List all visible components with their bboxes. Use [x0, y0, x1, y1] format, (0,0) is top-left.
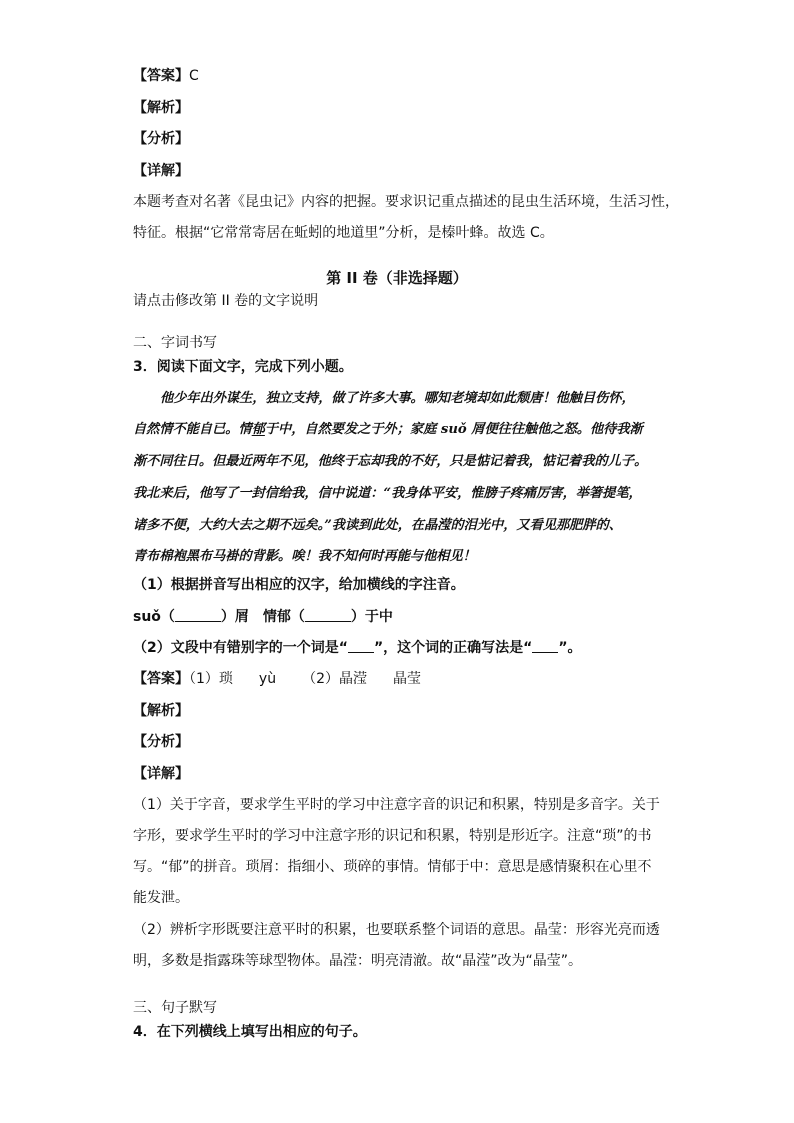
answer-blank[interactable] — [532, 638, 558, 653]
sub-question-1-blanks — [133, 607, 393, 627]
detail-line-1: （1）关于字音，要求学生平时的学习中注意字音的识记和积累，特别是多音字。关于 — [133, 797, 660, 813]
explain-line-1: 本题考查对名著《昆虫记》内容的把握。要求识记重点描述的昆虫生活环境，生活习性， — [133, 194, 679, 210]
passage-line-6: 青布棉袍黑布马褂的背影。唉！我不知何时再能与他相见！ — [133, 549, 476, 564]
answer-label: 【答案】 — [133, 671, 189, 687]
detail-line-4: 能发泄。 — [133, 890, 189, 906]
detail-line-3: 写。“郁”的拼音。琐屑：指细小、琐碎的事情。情郁于中：意思是感情聚积在心里不 — [133, 859, 652, 875]
detail-line-6: 明，多数是指露珠等球型物体。晶滢：明亮清澈。故“晶滢”改为“晶莹”。 — [133, 953, 583, 969]
q4-title: 4．在下列横线上填写出相应的句子。 — [133, 1024, 367, 1040]
blank-prefix: suǒ（ — [133, 609, 175, 625]
underlined-char: 郁 — [251, 422, 265, 437]
answer-blank[interactable] — [348, 638, 374, 653]
passage-line-2 — [133, 420, 643, 440]
blank-mid: ”，这个词的正确写法是“ — [373, 640, 533, 656]
answer-label: 【答案】 — [133, 68, 189, 84]
detail-line-2: 字形，要求学生平时的学习中注意字形的识记和积累，特别是形近字。注意“琐”的书 — [133, 828, 652, 844]
answer-part: 晶莹 — [393, 671, 422, 687]
passage-text: 自然情不能自已。情 — [133, 422, 252, 437]
explain-line-2: 特征。根据“它常常寄居在蚯蚓的地道里”分析，是榛叶蜂。故选 C。 — [133, 225, 554, 241]
section2-heading: 二、字词书写 — [133, 335, 217, 351]
part2-title: 第 II 卷（非选择题） — [326, 269, 468, 287]
answer-part: （1）琐 — [189, 671, 233, 687]
blank-prefix: 情郁（ — [262, 609, 305, 625]
blank-suffix: ）屑 — [220, 609, 249, 625]
part2-note: 请点击修改第 II 卷的文字说明 — [133, 293, 319, 309]
q2-answer-line — [133, 66, 199, 86]
blank-prefix: （2）文段中有错别字的一个词是“ — [133, 640, 348, 656]
answer-blank[interactable] — [175, 607, 221, 622]
passage-line-5: 诸多不便，大约大去之期不远矣。”我读到此处，在晶滢的泪光中，又看见那肥胖的、 — [133, 518, 622, 533]
answer-blank[interactable] — [305, 607, 351, 622]
answer-part: （2）晶滢 — [302, 671, 368, 687]
detail-line-5: （2）辨析字形既要注意平时的积累，也要联系整个词语的意思。晶莹：形容光亮而透 — [133, 922, 660, 938]
passage-line-3: 渐不同往日。但最近两年不见，他终于忘却我的不好，只是惦记着我，惦记着我的儿子。 — [133, 454, 648, 469]
detail-label: 【详解】 — [133, 766, 189, 782]
q3-answer-line — [133, 669, 421, 689]
answer-value: C — [189, 68, 199, 84]
passage-line-1: 他少年出外谋生，独立支持，做了许多大事。哪知老境却如此颓唐！他触目伤怀， — [160, 391, 635, 406]
analysis-label: 【解析】 — [133, 100, 189, 116]
passage-line-4: 我北来后，他写了一封信给我，信中说道：“我身体平安，惟膀子疼痛厉害，举箸提笔， — [133, 486, 642, 501]
q3-title: 3．阅读下面文字，完成下列小题。 — [133, 359, 353, 375]
sub-question-1: （1）根据拼音写出相应的汉字，给加横线的字注音。 — [133, 577, 465, 593]
section3-heading: 三、句子默写 — [133, 1000, 217, 1016]
passage-text: 于中，自然要发之于外；家庭 suǒ 屑便往往触他之怒。他待我渐 — [264, 422, 643, 437]
sub-question-2 — [133, 638, 582, 658]
analysis-label: 【解析】 — [133, 703, 189, 719]
blank-suffix: ）于中 — [350, 609, 393, 625]
answer-part: yù — [258, 671, 277, 687]
fenxi-label: 【分析】 — [133, 131, 189, 147]
fenxi-label: 【分析】 — [133, 734, 189, 750]
detail-label: 【详解】 — [133, 163, 189, 179]
blank-suffix: ”。 — [558, 640, 582, 656]
